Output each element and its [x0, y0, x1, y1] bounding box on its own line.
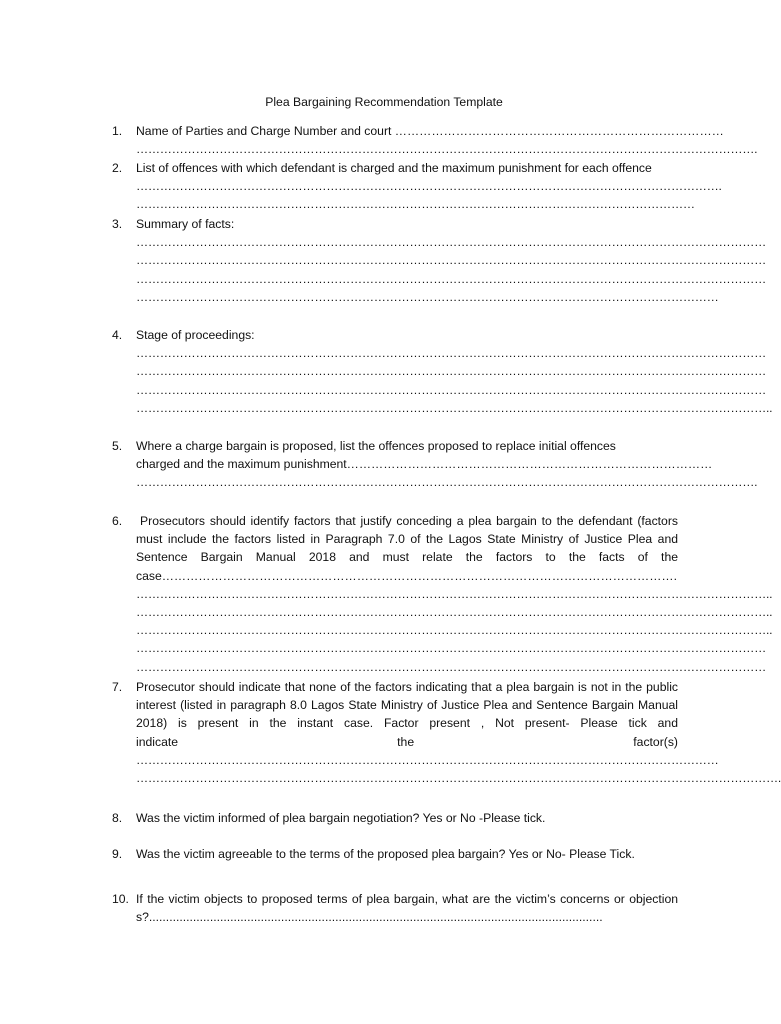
item-9	[112, 845, 678, 863]
fill-line: ……………………………………………………………………………………………………………………………………………	[136, 346, 767, 361]
fill-line: ……………………………………………………………………………………………………………………………………………	[136, 382, 767, 397]
fill-line: …………………………………………………………………………………………………………………………………	[136, 289, 719, 304]
item-text: Name of Parties and Charge Number and court ………………………………………………………………………	[136, 124, 724, 138]
item-paragraph: Prosecutor should indicate that none of the factors indicating that a plea bargain is not in the public interest (listed in paragraph 8.0 Lagos State Ministry of Justice Plea and Sentence Bargain Manual 2018) is present in the instant case. Factor present , Not present- Please tick and	[136, 680, 678, 731]
fill-line: ………………………………………………………………………………………………………………………………………….	[136, 475, 758, 490]
item-text: Summary of facts:	[136, 217, 235, 231]
word: factor(s)	[633, 734, 678, 749]
fill-line: ……………………………………………………………………………………………………………………………	[136, 197, 695, 212]
item-number: 6.	[112, 514, 123, 528]
item-1	[112, 122, 758, 158]
item-number: 7.	[112, 680, 123, 694]
fill-line: ……………………………………………………………………………………………………………………………………………..	[136, 605, 773, 620]
fill-line: ……………………………………………………………………………………………………………………………………………..	[136, 400, 773, 415]
item-3	[112, 215, 767, 306]
fill-line: ……………………………………………………………………………………………………………………………………………	[136, 659, 767, 674]
item-paragraph: If the victim objects to proposed terms of plea bargain, what are the victim’s concerns or objections?......................................................................................................................................	[136, 892, 678, 925]
item-2	[112, 159, 722, 214]
item-text: Stage of proceedings:	[136, 328, 255, 342]
word: the	[397, 734, 415, 749]
fill-line: ……………………………………………………………………………………………………………………………………………..	[136, 623, 773, 638]
item-number: 5.	[112, 439, 123, 453]
fill-line: ……………………………………………………………………………………………………………………………………………	[136, 253, 767, 268]
item-number: 9.	[112, 847, 123, 861]
fill-line: ……………………………………………………………………………………………………………………………………………	[136, 364, 767, 379]
item-5	[112, 437, 758, 492]
item-text: List of offences with which defendant is charged and the maximum punishment for each offence	[136, 161, 652, 175]
item-text: Was the victim agreeable to the terms of the proposed plea bargain? Yes or No- Please Tick.	[136, 847, 635, 861]
justified-last-line	[136, 733, 678, 751]
item-number: 8.	[112, 811, 123, 825]
item-number: 3.	[112, 217, 123, 231]
item-text: Was the victim informed of plea bargain negotiation? Yes or No -Please tick.	[136, 811, 546, 825]
item-6	[112, 512, 773, 676]
fill-line: ………………………………………………………………………………………………………………………………….	[136, 179, 722, 194]
item-10	[112, 890, 678, 926]
item-4	[112, 326, 773, 417]
document-title: Plea Bargaining Recommendation Template	[265, 95, 503, 109]
item-number: 2.	[112, 161, 123, 175]
fill-line: ……………………………………………………………………………………………………………………………………………	[136, 271, 767, 286]
item-number: 1.	[112, 124, 123, 138]
fill-line: …………………………………………………………………………………………………………………………………	[136, 752, 719, 767]
item-text-line: Where a charge bargain is proposed, list the offences proposed to replace initial offences	[136, 439, 616, 453]
item-paragraph: Prosecutors should identify factors that justify conceding a plea bargain to the defendant (factors must include the factors listed in Paragraph 7.0 of the Lagos State Ministry of Justice Plea and Sentence Bargain Manual 2018 and must relate the factors to the facts of the case……………………………………………………………………………………………………………….	[136, 514, 678, 583]
item-7	[112, 678, 781, 787]
item-8	[112, 809, 678, 827]
item-number: 4.	[112, 328, 123, 342]
fill-line: ……………………………………………………………………………………………………………………………………………..	[136, 586, 773, 601]
item-number: 10.	[112, 892, 129, 906]
fill-line: ……………………………………………………………………………………………………………………………………………….	[136, 771, 781, 786]
item-text-line: charged and the maximum punishment………………………………………………………………………………	[136, 457, 713, 472]
word: indicate	[136, 734, 179, 749]
fill-line: ………………………………………………………………………………………………………………………………………….	[136, 142, 758, 157]
fill-line: ……………………………………………………………………………………………………………………………………………	[136, 641, 767, 656]
fill-line: ……………………………………………………………………………………………………………………………………………	[136, 235, 767, 250]
